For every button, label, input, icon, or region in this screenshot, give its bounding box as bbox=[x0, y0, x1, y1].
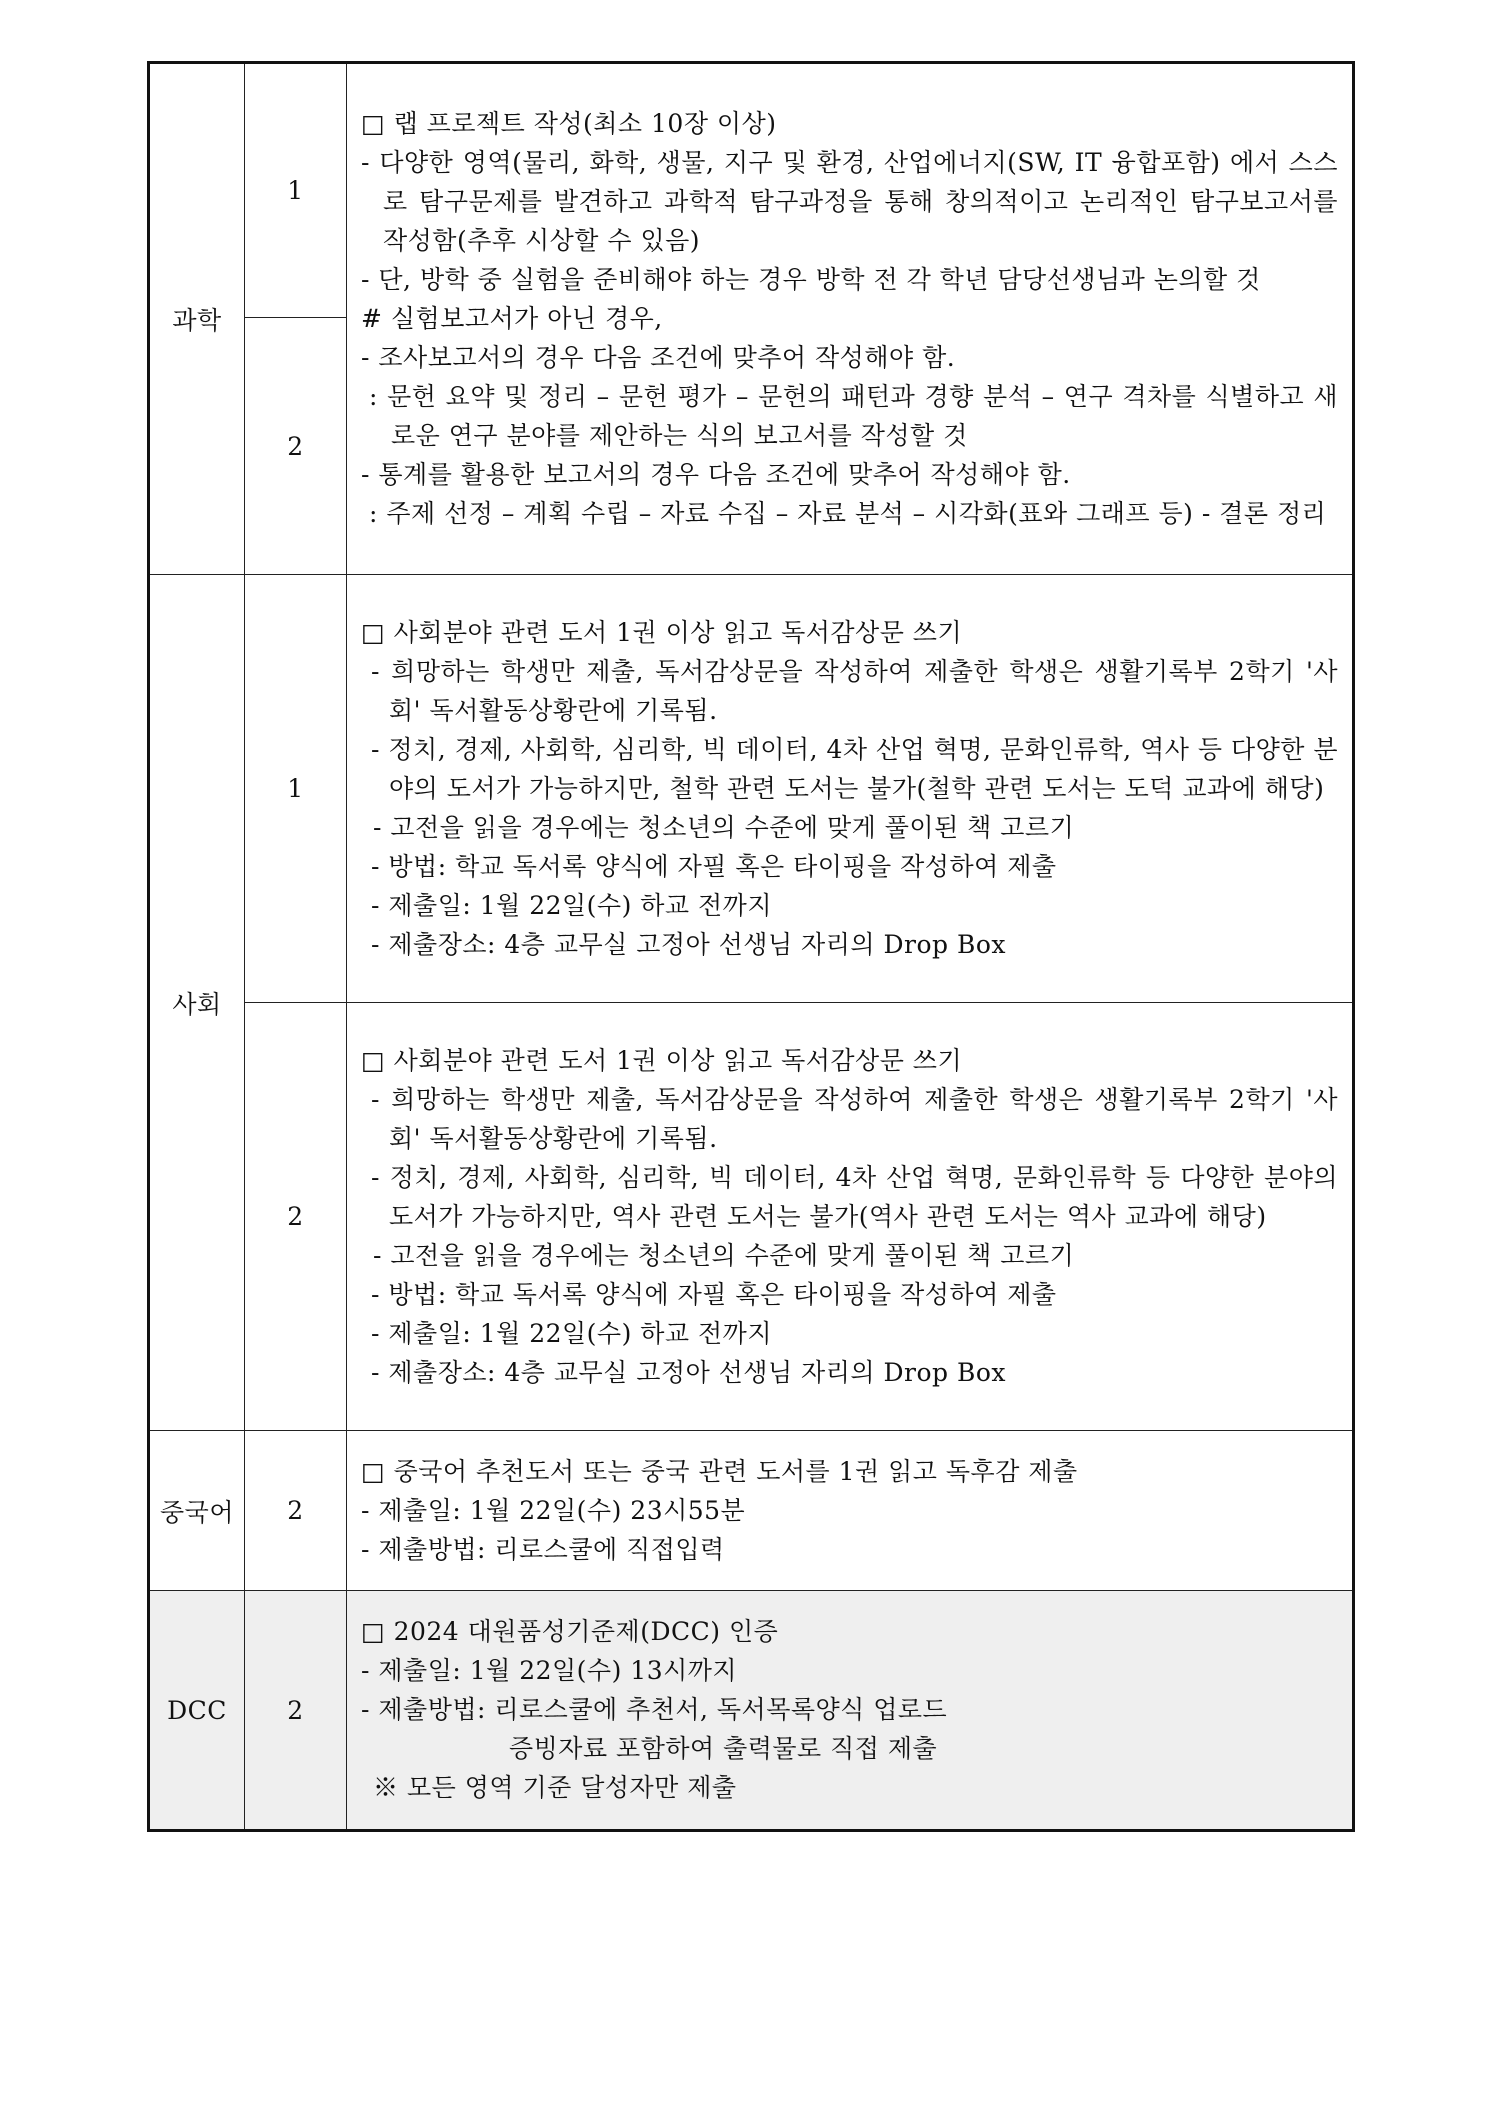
science-line: - 다양한 영역(물리, 화학, 생물, 지구 및 환경, 산업에너지(SW, IT 융합포함) 에서 스스로 탐구문제를 발견하고 과학적 탐구과정을 통해 창의적이고 논리적인 탐구보고서를 작성함(추후 시상할 수 있음) bbox=[361, 148, 1338, 255]
social-2-line: - 고전을 읽을 경우에는 청소년의 수준에 맞게 풀이된 책 고르기 bbox=[373, 1240, 1075, 1270]
chinese-line: - 제출일: 1월 22일(수) 23시55분 bbox=[361, 1495, 746, 1525]
social-1-line: - 방법: 학교 독서록 양식에 자필 혹은 타이핑을 작성하여 제출 bbox=[371, 851, 1057, 881]
semester-cell: 2 bbox=[245, 1003, 347, 1431]
social-row-1 bbox=[149, 575, 1354, 1003]
social-2-line: - 제출일: 1월 22일(수) 하교 전까지 bbox=[371, 1318, 772, 1348]
science-content bbox=[347, 63, 1354, 575]
subject-dcc: DCC bbox=[149, 1591, 245, 1831]
semester-cell: 2 bbox=[245, 1591, 347, 1831]
semester-cell: 1 bbox=[245, 575, 347, 1003]
social-2-line: - 제출장소: 4층 교무실 고정아 선생님 자리의 Drop Box bbox=[371, 1357, 1006, 1387]
semester-cell: 2 bbox=[245, 318, 347, 575]
social-2-line: - 희망하는 학생만 제출, 독서감상문을 작성하여 제출한 학생은 생활기록부 2학기 '사회' 독서활동상황란에 기록됨. bbox=[371, 1084, 1338, 1153]
chinese-line: - 제출방법: 리로스쿨에 직접입력 bbox=[361, 1534, 725, 1564]
dcc-line: - 제출방법: 리로스쿨에 추천서, 독서목록양식 업로드 bbox=[361, 1695, 948, 1724]
social-2-line: - 정치, 경제, 사회학, 심리학, 빅 데이터, 4차 산업 혁명, 문화인류학 등 다양한 분야의 도서가 가능하지만, 역사 관련 도서는 불가(역사 관련 도서는 역사 교과에 해당) bbox=[371, 1162, 1338, 1231]
social-2-line: - 방법: 학교 독서록 양식에 자필 혹은 타이핑을 작성하여 제출 bbox=[371, 1279, 1057, 1309]
dcc-line: ※ 모든 영역 기준 달성자만 제출 bbox=[373, 1773, 737, 1802]
social-1-line: - 고전을 읽을 경우에는 청소년의 수준에 맞게 풀이된 책 고르기 bbox=[373, 812, 1075, 842]
social-1-line: □ 사회분야 관련 도서 1권 이상 읽고 독서감상문 쓰기 bbox=[361, 617, 963, 647]
science-line: - 조사보고서의 경우 다음 조건에 맞추어 작성해야 함. bbox=[361, 343, 956, 372]
social-2-content bbox=[347, 1003, 1354, 1431]
subject-science: 과학 bbox=[149, 63, 245, 575]
subject-chinese: 중국어 bbox=[149, 1431, 245, 1591]
social-1-line: - 제출일: 1월 22일(수) 하교 전까지 bbox=[371, 890, 772, 920]
semester-cell: 2 bbox=[245, 1431, 347, 1591]
science-line: □ 랩 프로젝트 작성(최소 10장 이상) bbox=[361, 109, 777, 138]
science-line: : 주제 선정 – 계획 수립 – 자료 수집 – 자료 분석 – 시각화(표와 그래프 등) - 결론 정리 bbox=[369, 499, 1327, 528]
science-line: - 통계를 활용한 보고서의 경우 다음 조건에 맞추어 작성해야 함. bbox=[361, 460, 1071, 489]
social-1-line: - 희망하는 학생만 제출, 독서감상문을 작성하여 제출한 학생은 생활기록부 2학기 '사회' 독서활동상황란에 기록됨. bbox=[371, 656, 1338, 725]
chinese-line: □ 중국어 추천도서 또는 중국 관련 도서를 1권 읽고 독후감 제출 bbox=[361, 1456, 1078, 1486]
social-1-line: - 제출장소: 4층 교무실 고정아 선생님 자리의 Drop Box bbox=[371, 929, 1006, 959]
dcc-line: - 제출일: 1월 22일(수) 13시까지 bbox=[361, 1656, 738, 1685]
subject-social: 사회 bbox=[149, 575, 245, 1431]
science-line: # 실험보고서가 아닌 경우, bbox=[361, 304, 663, 333]
dcc-line: 증빙자료 포함하여 출력물로 직접 제출 bbox=[509, 1734, 938, 1763]
dcc-line: □ 2024 대원품성기준제(DCC) 인증 bbox=[361, 1617, 779, 1646]
chinese-row bbox=[149, 1431, 1354, 1591]
social-1-content bbox=[347, 575, 1354, 1003]
science-line: - 단, 방학 중 실험을 준비해야 하는 경우 방학 전 각 학년 담당선생님과 논의할 것 bbox=[361, 265, 1261, 294]
science-line: : 문헌 요약 및 정리 – 문헌 평가 – 문헌의 패턴과 경향 분석 – 연구 격차를 식별하고 새로운 연구 분야를 제안하는 식의 보고서를 작성할 것 bbox=[369, 382, 1338, 450]
dcc-row bbox=[149, 1591, 1354, 1831]
assignment-table bbox=[147, 61, 1355, 1832]
social-row-2 bbox=[149, 1003, 1354, 1431]
semester-cell: 1 bbox=[245, 63, 347, 318]
dcc-content bbox=[347, 1591, 1354, 1831]
social-2-line: □ 사회분야 관련 도서 1권 이상 읽고 독서감상문 쓰기 bbox=[361, 1045, 963, 1075]
social-1-line: - 정치, 경제, 사회학, 심리학, 빅 데이터, 4차 산업 혁명, 문화인류학, 역사 등 다양한 분야의 도서가 가능하지만, 철학 관련 도서는 불가(철학 관련 도서는 도덕 교과에 해당) bbox=[371, 734, 1338, 803]
science-row-1 bbox=[149, 63, 1354, 318]
chinese-content bbox=[347, 1431, 1354, 1591]
